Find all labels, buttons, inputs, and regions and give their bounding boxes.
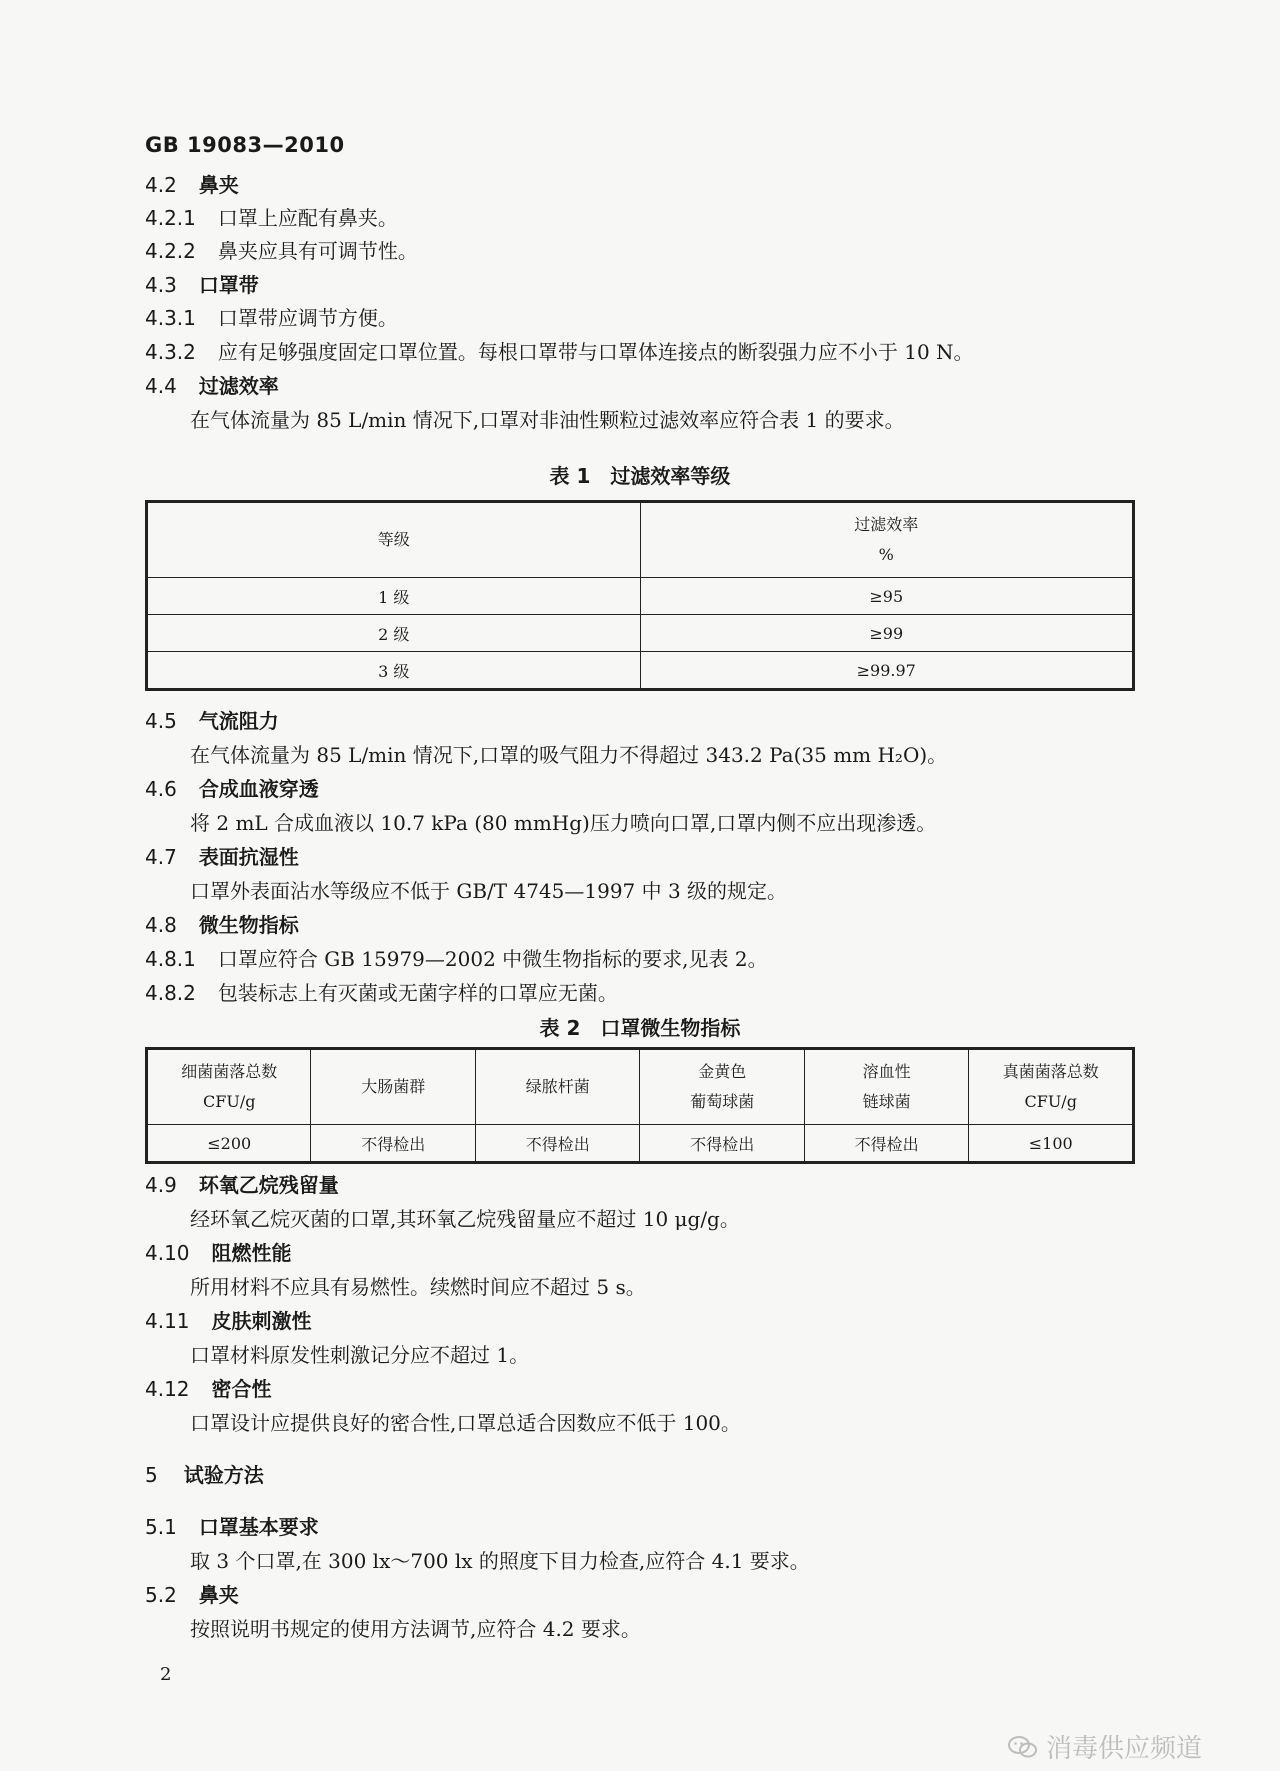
clause-text: 将 2 mL 合成血液以 10.7 kPa (80 mmHg)压力喷向口罩,口罩内侧不应出现渗透。	[190, 811, 937, 835]
table-header-row	[147, 502, 1134, 578]
clause-text: 所用材料不应具有易燃性。续燃时间应不超过 5 s。	[190, 1275, 646, 1299]
clause-number: 4.2.1	[145, 206, 196, 230]
clause-heading: 环氧乙烷残留量	[198, 1173, 339, 1197]
table1-caption: 表 1 过滤效率等级	[549, 464, 731, 488]
clause-4-11-text	[190, 1342, 529, 1368]
value-cell: ≥99	[640, 615, 1134, 652]
clause-4-7-text	[190, 878, 787, 904]
clause-4-2-2	[145, 238, 418, 264]
clause-4-9	[145, 1172, 339, 1198]
clause-text: 在气体流量为 85 L/min 情况下,口罩的吸气阻力不得超过 343.2 Pa(35 mm H₂O)。	[190, 743, 948, 767]
clause-5-2	[145, 1582, 239, 1608]
clause-4-5	[145, 708, 279, 734]
value-cell: ≤200	[147, 1125, 311, 1163]
table-row	[147, 652, 1134, 690]
header-cell-grade: 等级	[147, 502, 641, 578]
header-unit: %	[878, 545, 894, 564]
clause-number: 4.8.2	[145, 981, 196, 1005]
watermark-text: 消毒供应频道	[1046, 1734, 1203, 1764]
clause-text: 包装标志上有灭菌或无菌字样的口罩应无菌。	[217, 981, 618, 1005]
clause-number: 5.1	[145, 1515, 177, 1539]
clause-heading: 试验方法	[183, 1463, 264, 1487]
clause-number: 4.7	[145, 845, 177, 869]
clause-4-4-text	[190, 407, 905, 433]
header-label: 过滤效率	[854, 515, 919, 534]
document-id: GB 19083—2010	[145, 133, 345, 157]
clause-heading: 表面抗湿性	[198, 845, 299, 869]
clause-4-2	[145, 172, 239, 198]
grade-cell: 3 级	[147, 652, 641, 690]
wechat-icon	[1008, 1735, 1038, 1759]
clause-text: 口罩带应调节方便。	[217, 306, 398, 330]
clause-4-2-1	[145, 205, 398, 231]
clause-5-1-text	[190, 1548, 810, 1574]
clause-number: 4.2	[145, 173, 177, 197]
clause-5-1	[145, 1514, 319, 1540]
clause-number: 4.12	[145, 1377, 190, 1401]
page-number: 2	[160, 1664, 172, 1685]
clause-4-10	[145, 1240, 292, 1266]
clause-heading: 口罩带	[198, 273, 259, 297]
clause-4-8	[145, 912, 299, 938]
clause-heading: 密合性	[211, 1377, 272, 1401]
table2-caption: 表 2 口罩微生物指标	[539, 1016, 741, 1040]
clause-number: 4.8.1	[145, 947, 196, 971]
clause-4-7	[145, 844, 299, 870]
clause-heading: 合成血液穿透	[198, 777, 319, 801]
header-cell	[147, 1049, 311, 1125]
clause-4-4	[145, 373, 279, 399]
clause-number: 5.2	[145, 1583, 177, 1607]
header-line: CFU/g	[203, 1092, 256, 1111]
clause-heading: 皮肤刺激性	[211, 1309, 312, 1333]
table-header-row	[147, 1049, 1134, 1125]
clause-4-10-text	[190, 1274, 646, 1300]
clause-heading: 微生物指标	[198, 913, 299, 937]
clause-4-5-text	[190, 742, 947, 768]
value-cell: ≤100	[969, 1125, 1134, 1163]
clause-number: 4.8	[145, 913, 177, 937]
section-5	[145, 1462, 264, 1488]
clause-4-3	[145, 272, 259, 298]
clause-4-3-1	[145, 305, 398, 331]
header-line: CFU/g	[1024, 1092, 1077, 1111]
clause-number: 4.11	[145, 1309, 190, 1333]
clause-number: 4.5	[145, 709, 177, 733]
grade-cell: 2 级	[147, 615, 641, 652]
clause-heading: 阻燃性能	[211, 1241, 292, 1265]
clause-heading: 气流阻力	[198, 709, 279, 733]
clause-text: 经环氧乙烷灭菌的口罩,其环氧乙烷残留量应不超过 10 μg/g。	[190, 1207, 740, 1231]
clause-text: 在气体流量为 85 L/min 情况下,口罩对非油性颗粒过滤效率应符合表 1 的要求。	[190, 408, 905, 432]
microbial-indicators-table	[145, 1047, 1135, 1164]
header-cell	[969, 1049, 1134, 1125]
clause-text: 鼻夹应具有可调节性。	[217, 239, 418, 263]
clause-text: 口罩设计应提供良好的密合性,口罩总适合因数应不低于 100。	[190, 1411, 741, 1435]
clause-text: 口罩材料原发性刺激记分应不超过 1。	[190, 1343, 530, 1367]
header-line: 葡萄球菌	[690, 1092, 755, 1111]
clause-text: 取 3 个口罩,在 300 lx～700 lx 的照度下目力检查,应符合 4.1 要求。	[190, 1549, 810, 1573]
clause-heading: 鼻夹	[198, 1583, 239, 1607]
clause-number: 4.3.2	[145, 340, 196, 364]
clause-number: 4.3.1	[145, 306, 196, 330]
clause-heading: 口罩基本要求	[198, 1515, 319, 1539]
value-cell: ≥95	[640, 578, 1134, 615]
header-line: 真菌菌落总数	[1002, 1062, 1099, 1081]
clause-4-11	[145, 1308, 312, 1334]
value-cell: 不得检出	[640, 1125, 804, 1163]
value-cell: 不得检出	[311, 1125, 475, 1163]
header-cell-efficiency	[640, 502, 1134, 578]
value-cell: 不得检出	[804, 1125, 968, 1163]
header-line: 细菌菌落总数	[181, 1062, 278, 1081]
clause-4-9-text	[190, 1206, 740, 1232]
grade-cell: 1 级	[147, 578, 641, 615]
clause-number: 4.3	[145, 273, 177, 297]
header-line: 绿脓杆菌	[525, 1077, 590, 1096]
clause-text: 按照说明书规定的使用方法调节,应符合 4.2 要求。	[190, 1617, 641, 1641]
header-cell	[475, 1049, 639, 1125]
clause-4-3-2	[145, 339, 974, 365]
header-cell	[804, 1049, 968, 1125]
header-line: 溶血性	[862, 1062, 911, 1081]
clause-text: 应有足够强度固定口罩位置。每根口罩带与口罩体连接点的断裂强力应不小于 10 N。	[217, 340, 974, 364]
clause-4-12-text	[190, 1410, 741, 1436]
clause-text: 口罩应符合 GB 15979—2002 中微生物指标的要求,见表 2。	[217, 947, 768, 971]
clause-4-8-2	[145, 980, 618, 1006]
header-line: 链球菌	[862, 1092, 911, 1111]
clause-4-6	[145, 776, 319, 802]
header-cell	[311, 1049, 475, 1125]
clause-number: 4.9	[145, 1173, 177, 1197]
table-row	[147, 578, 1134, 615]
clause-number: 5	[145, 1463, 158, 1487]
clause-text: 口罩外表面沾水等级应不低于 GB/T 4745—1997 中 3 级的规定。	[190, 879, 788, 903]
header-line: 金黄色	[698, 1062, 747, 1081]
clause-number: 4.2.2	[145, 239, 196, 263]
clause-4-8-1	[145, 946, 768, 972]
value-cell: 不得检出	[475, 1125, 639, 1163]
clause-5-2-text	[190, 1616, 641, 1642]
clause-heading: 过滤效率	[198, 374, 279, 398]
clause-heading: 鼻夹	[198, 173, 239, 197]
header-line: 大肠菌群	[361, 1077, 426, 1096]
value-cell: ≥99.97	[640, 652, 1134, 690]
watermark	[1008, 1728, 1202, 1765]
header-cell	[640, 1049, 804, 1125]
clause-4-6-text	[190, 810, 936, 836]
clause-text: 口罩上应配有鼻夹。	[217, 206, 398, 230]
clause-number: 4.4	[145, 374, 177, 398]
clause-number: 4.6	[145, 777, 177, 801]
clause-number: 4.10	[145, 1241, 190, 1265]
filtration-efficiency-table	[145, 500, 1135, 691]
table-row	[147, 1125, 1134, 1163]
clause-4-12	[145, 1376, 272, 1402]
table-row	[147, 615, 1134, 652]
